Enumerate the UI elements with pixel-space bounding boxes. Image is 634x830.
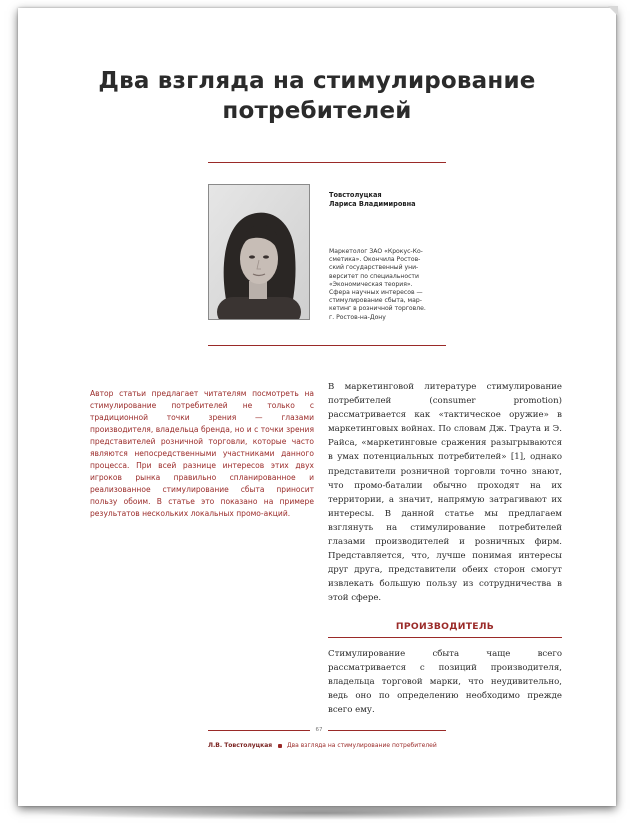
body-paragraph-intro: В маркетинговой литературе стимулирование потребителей (consumer promotion) рассматривается как «тактическое оружие» в маркетинговых войнах. По словам Дж. Траута и Э. Райса, «маркетинговые сражения разыгрываются в умах потенциальных потребителей» [1], однако представители розничной торговли точно знают, что промо-баталии обычно проходят на их территории, а значит, напрямую затрагивают их интересы. В данной статье мы предлагаем взглянуть на стимулирование потребителей глазами производителей и розничных фирм. Представляется, что, лучше понимая интересы друг друга, представители обеих сторон смогут извлекать большую пользу из сотрудничества в этой сфере. xyxy=(328,382,562,604)
author-bio xyxy=(329,248,444,322)
author-bio-line: стимулирование сбыта, мар- xyxy=(329,297,422,305)
author-bio-line: Маркетолог ЗАО «Крокус-Ко- xyxy=(329,248,423,255)
page-number: 67 xyxy=(315,727,323,733)
author-bio-line: «Экономическая теория». xyxy=(329,280,413,288)
author-bio-line: Сфера научных интересов — xyxy=(329,289,423,297)
section-heading: ПРОИЗВОДИТЕЛЬ xyxy=(395,621,495,632)
author-bio-line: ский государственный уни- xyxy=(329,264,419,272)
article-title: Два взгляда на стимулирование потребителей xyxy=(98,68,536,124)
author-surname: Товстолуцкая xyxy=(329,191,382,199)
footer-article-title: Два взгляда на стимулирование потребителей xyxy=(286,742,437,749)
author-rule xyxy=(208,345,446,346)
running-footer xyxy=(208,742,437,749)
footer-bullet-icon xyxy=(278,744,282,748)
author-bio-line: верситет по специальности xyxy=(329,272,419,280)
author-name xyxy=(329,191,416,209)
author-portrait-image xyxy=(209,185,309,319)
footer-rule-left xyxy=(208,730,310,731)
footer-rule-right xyxy=(328,730,446,731)
author-given-names: Лариса Владимировна xyxy=(329,200,416,208)
footer-author: Л.В. Товстолуцкая xyxy=(208,742,273,749)
author-bio-line: сметика». Окончила Ростов- xyxy=(329,256,421,264)
section-rule xyxy=(328,637,562,638)
lead-paragraph: Автор статьи предлагает читателям посмотреть на стимулирование потребителей не только с традиционной точки зрения — глазами производителя, владельца бренда, но и с точки зрения представителей розничной торговли, которые часто являются непосредственными участниками данного процесса. При всей разнице интересов этих двух игроков рынка правильно спланированное и реализованное стимулирование сбыта приносит пользу обоим. В статье это показано на примере результатов нескольких локальных промо-акций. xyxy=(90,389,314,518)
author-photo xyxy=(208,184,310,320)
body-paragraph-section: Стимулирование сбыта чаще всего рассматривается с позиций производителя, владельца торговой марки, что неудивительно, ведь оно по определению необходимо прежде всего ему. xyxy=(328,649,562,716)
author-bio-line: кетинг в розничной торговле. xyxy=(329,305,426,313)
magazine-page xyxy=(18,8,616,806)
page-corner xyxy=(608,6,618,16)
title-rule xyxy=(208,162,446,163)
page-shadow xyxy=(30,806,604,820)
author-bio-line: г. Ростов-на-Дону xyxy=(329,313,386,321)
